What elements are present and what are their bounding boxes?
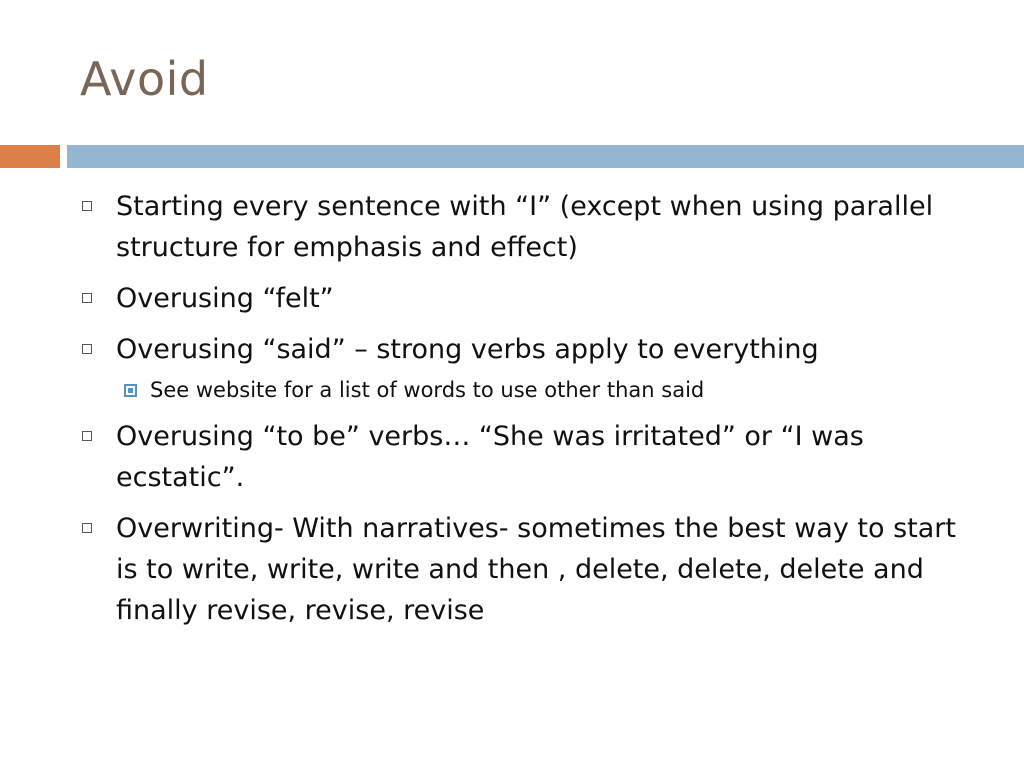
filled-square-bullet-icon	[124, 384, 137, 397]
square-bullet-icon	[82, 293, 92, 303]
bullet-list	[80, 186, 980, 641]
bullet-text: Overusing “felt”	[116, 283, 334, 314]
bullet-text: Overusing “to be” verbs… “She was irritated” or “I was ecstatic”.	[116, 421, 864, 493]
sub-bullet-item	[80, 374, 980, 406]
accent-bar-orange	[0, 145, 60, 168]
accent-bar-blue	[67, 145, 1024, 168]
bullet-text: Starting every sentence with “I” (except when using parallel structure for emphasis and effect)	[116, 191, 934, 263]
square-bullet-icon	[82, 344, 92, 354]
square-bullet-icon	[82, 201, 92, 211]
bullet-item	[80, 508, 980, 631]
square-bullet-icon	[82, 523, 92, 533]
square-bullet-icon	[82, 431, 92, 441]
bullet-item	[80, 329, 980, 370]
sub-bullet-text: See website for a list of words to use other than said	[150, 378, 705, 402]
bullet-text: Overusing “said” – strong verbs apply to everything	[116, 334, 819, 365]
slide-title: Avoid	[80, 52, 209, 106]
bullet-item	[80, 416, 980, 498]
bullet-text: Overwriting- With narratives- sometimes the best way to start is to write, write, write and then , delete, delete, delete and finally revise, revise, revise	[116, 513, 956, 626]
bullet-item	[80, 278, 980, 319]
bullet-item	[80, 186, 980, 268]
